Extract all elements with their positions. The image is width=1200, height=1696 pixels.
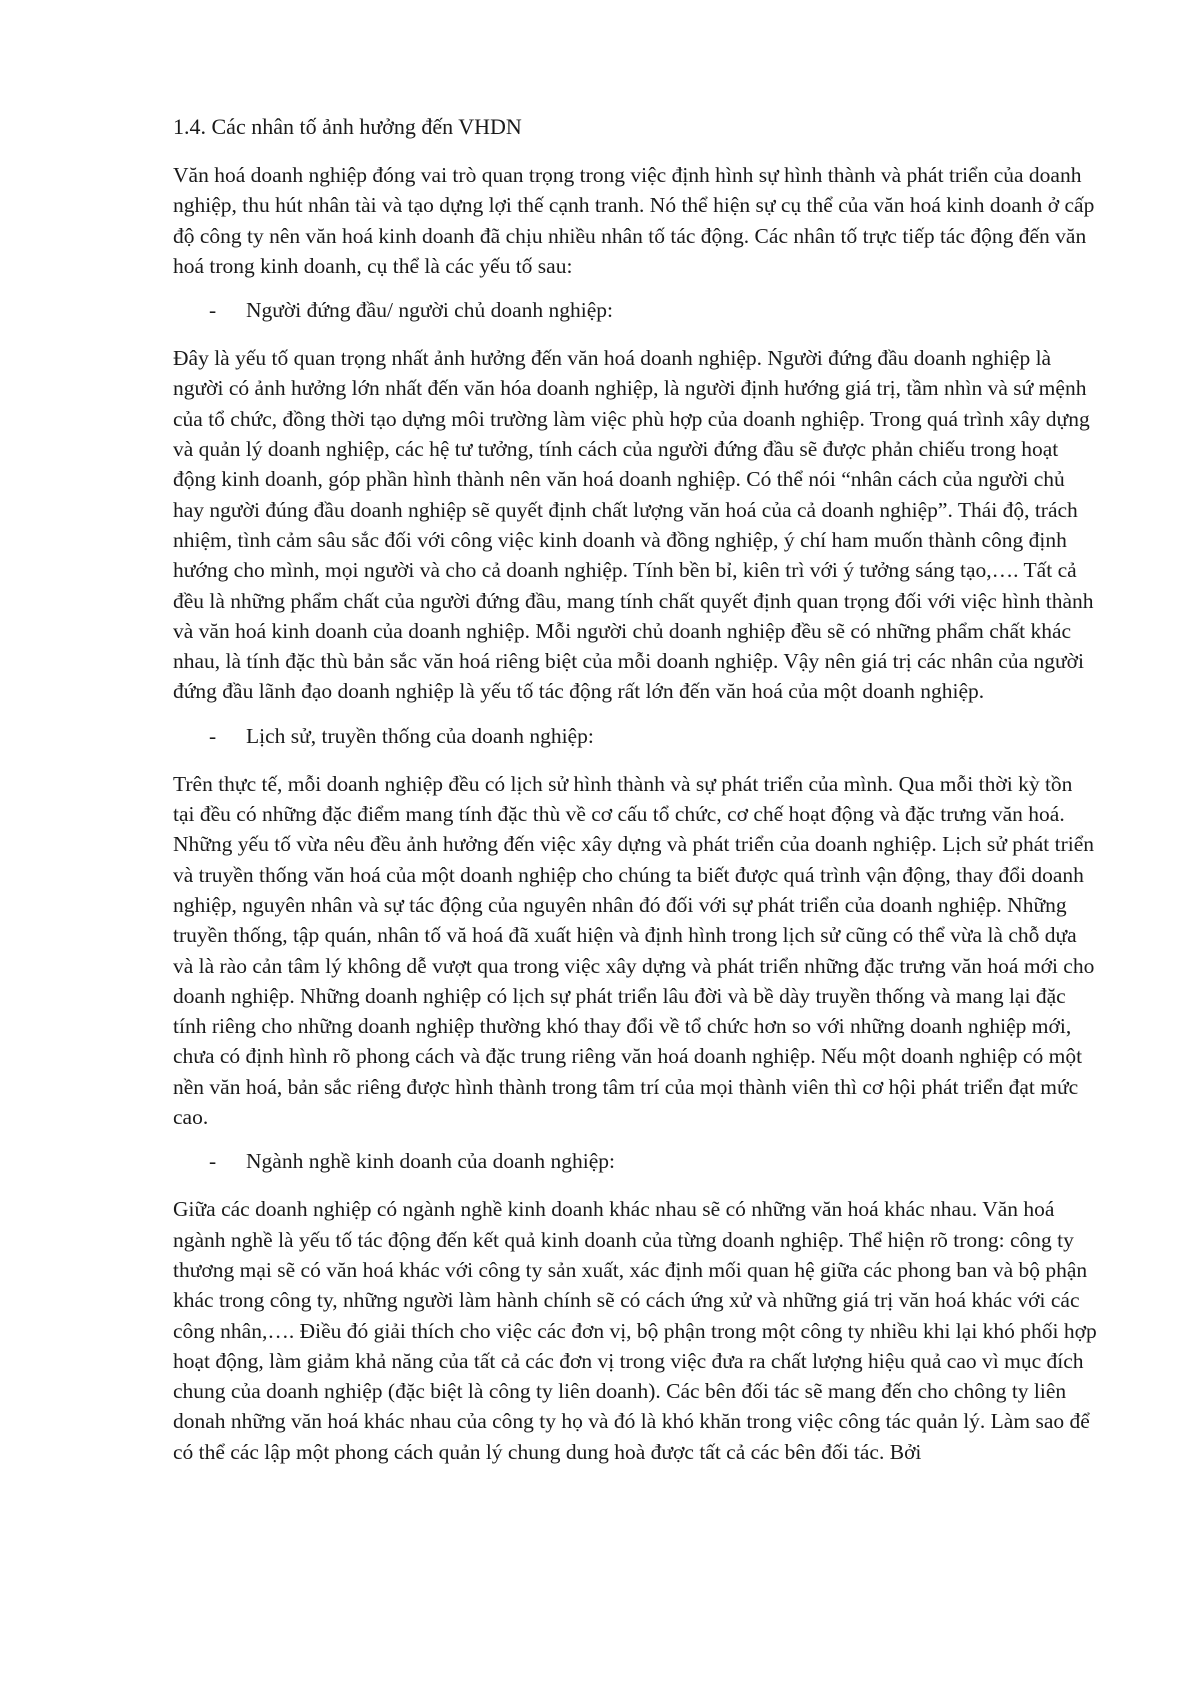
intro-paragraph: Văn hoá doanh nghiệp đóng vai trò quan trọng trong việc định hình sự hình thành và phát triển của doanh nghiệp, thu hút nhân tài và tạo dựng lợi thế cạnh tranh. Nó thể hiện sự cụ thể của văn hoá kinh doanh ở cấp độ công ty nên văn hoá kinh doanh đã chịu nhiều nhân tố tác động. Các nhân tố trực tiếp tác động đến văn hoá trong kinh doanh, cụ thể là các yếu tố sau:	[173, 163, 1095, 278]
body-paragraph: Trên thực tế, mỗi doanh nghiệp đều có lịch sử hình thành và sự phát triển của mình. Qua mỗi thời kỳ tồn tại đều có những đặc điểm mang tính đặc thù về cơ cấu tổ chức, cơ chế hoạt động và đặc trưng văn hoá. Những yếu tố vừa nêu đều ảnh hưởng đến việc xây dựng và phát triển của doanh nghiệp. Lịch sử phát triển và truyền thống văn hoá của một doanh nghiệp cho chúng ta biết được quá trình vận động, thay đổi doanh nghiệp, nguyên nhân và sự tác động của nguyên nhân đó đối với sự phát triển của doanh nghiệp. Những truyền thống, tập quán, nhân tố vă hoá đã xuất hiện và định hình trong lịch sử cũng có thể vừa là chỗ dựa và là rào cản tâm lý không dễ vượt qua trong việc xây dựng và phát triển những đặc trưng văn hoá mới cho doanh nghiệp. Những doanh nghiệp có lịch sự phát triển lâu đời và bề dày truyền thống và mang lại đặc tính riêng cho những doanh nghiệp thường khó thay đổi về tổ chức hơn so với những doanh nghiệp mới, chưa có định hình rõ phong cách và đặc trung riêng văn hoá doanh nghiệp. Nếu một doanh nghiệp có một nền văn hoá, bản sắc riêng được hình thành trong tâm trí của mọi thành viên thì cơ hội phát triển đạt mức cao.	[173, 771, 1095, 1130]
bullet-label: Lịch sử, truyền thống của doanh nghiệp:	[246, 723, 594, 748]
bullet-label: Người đứng đầu/ người chủ doanh nghiệp:	[246, 298, 614, 323]
bullet-dash: -	[209, 723, 217, 748]
bullet-item	[173, 1146, 1098, 1176]
section-heading: 1.4. Các nhân tố ảnh hưởng đến VHDN	[173, 114, 522, 139]
bullet-dash: -	[209, 1149, 217, 1174]
body-paragraph: Giữa các doanh nghiệp có ngành nghề kinh doanh khác nhau sẽ có những văn hoá khác nhau. Văn hoá ngành nghề là yếu tố tác động đến kết quả kinh doanh của từng doanh nghiệp. Thể hiện rõ trong: công ty thương mại sẽ có văn hoá khác với công ty sản xuất, xác định mối quan hệ giữa các phong ban và bộ phận khác trong công ty, những người làm hành chính sẽ có cách ứng xử và những giá trị văn hoá khác với các công nhân,…. Điều đó giải thích cho việc các đơn vị, bộ phận trong một công ty nhiều khi lại khó phối hợp hoạt động, làm giảm khả năng của tất cả các đơn vị trong việc đưa ra chất lượng hiệu quả cao vì mục đích chung của doanh nghiệp (đặc biệt là công ty liên doanh). Các bên đối tác sẽ mang đến cho chông ty liên donah những văn hoá khác nhau của công ty họ và đó là khó khăn trong việc công tác quản lý. Làm sao để có thể các lập một phong cách quản lý chung dung hoà được tất cả các bên đối tác. Bởi	[173, 1197, 1097, 1464]
bullet-label: Ngành nghề kinh doanh của doanh nghiệp:	[246, 1149, 615, 1174]
bullet-item	[173, 295, 1098, 325]
bullet-dash: -	[209, 298, 217, 323]
bullet-item	[173, 721, 1098, 751]
document-page	[173, 112, 1098, 1481]
body-paragraph: Đây là yếu tố quan trọng nhất ảnh hưởng đến văn hoá doanh nghiệp. Người đứng đầu doanh nghiệp là người có ảnh hưởng lớn nhất đến văn hóa doanh nghiệp, là người định hướng giá trị, tầm nhìn và sứ mệnh của tổ chức, đồng thời tạo dựng môi trường làm việc phù hợp của doanh nghiệp. Trong quá trình xây dựng và quản lý doanh nghiệp, các hệ tư tưởng, tính cách của người đứng đầu sẽ được phản chiếu trong hoạt động kinh doanh, góp phần hình thành nên văn hoá doanh nghiệp. Có thể nói “nhân cách của người chủ hay người đúng đầu doanh nghiệp sẽ quyết định chất lượng văn hoá của cả doanh nghiệp”. Thái độ, trách nhiệm, tình cảm sâu sắc đối với công việc kinh doanh và đồng nghiệp, ý chí ham muốn thành công định hướng cho mình, mọi người và cho cả doanh nghiệp. Tính bền bỉ, kiên trì với ý tưởng sáng tạo,…. Tất cả đều là những phẩm chất của người đứng đầu, mang tính chất quyết định quan trọng đối với việc hình thành và văn hoá kinh doanh của doanh nghiệp. Mỗi người chủ doanh nghiệp đều sẽ có những phẩm chất khác nhau, là tính đặc thù bản sắc văn hoá riêng biệt của mỗi doanh nghiệp. Vậy nên giá trị các nhân của người đứng đầu lãnh đạo doanh nghiệp là yếu tố tác động rất lớn đến văn hoá của một doanh nghiệp.	[173, 346, 1094, 704]
